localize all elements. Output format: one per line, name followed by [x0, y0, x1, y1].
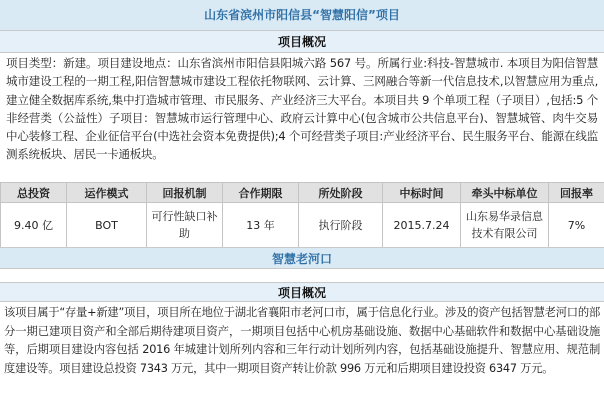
cell-operation-mode: BOT — [67, 203, 147, 248]
header-cooperation-term: 合作期限 — [223, 183, 299, 203]
cell-bid-date: 2015.7.24 — [383, 203, 461, 248]
project1-title: 山东省滨州市阳信县“智慧阳信”项目 — [0, 0, 604, 31]
cell-cooperation-term: 13 年 — [223, 203, 299, 248]
header-total-investment: 总投资 — [1, 183, 67, 203]
header-return-rate: 回报率 — [549, 183, 604, 203]
project1-section-heading: 项目概况 — [0, 31, 604, 53]
cell-total-investment: 9.40 亿 — [1, 203, 67, 248]
header-operation-mode: 运作模式 — [67, 183, 147, 203]
project2-section-heading: 项目概况 — [0, 282, 604, 302]
header-stage: 所处阶段 — [299, 183, 383, 203]
table-header-row — [1, 183, 604, 203]
table-row — [1, 203, 604, 248]
header-return-mechanism: 回报机制 — [147, 183, 223, 203]
header-bid-date: 中标时间 — [383, 183, 461, 203]
cell-lead-bidder: 山东易华录信息技术有限公司 — [461, 203, 549, 248]
project1-info-table — [0, 182, 604, 248]
cell-return-mechanism: 可行性缺口补助 — [147, 203, 223, 248]
project2-title: 智慧老河口 — [0, 247, 604, 269]
header-lead-bidder: 牵头中标单位 — [461, 183, 549, 203]
project2-description: 该项目属于“存量+新建”项目，项目所在地位于湖北省襄阳市老河口市，属于信息化行业。涉及的资产包括智慧老河口的部分一期已建项目资产和全部后期待建项目资产，一期项目包括中心机房基础设施、数据中心基础软件和数据中心基础设施等，后期项目建设内容包括 2016 年城建计划所列内容和三年行动计划所列内容，包括基础设施提升、智慧应用、规范制度建设等。项目建设总投资 7343 万元，其中一期项目资产转让价款 996 万元和后期项目建设投资 6347 万元。 — [4, 306, 600, 375]
project1-description: 项目类型：新建。项目建设地点：山东省滨州市阳信县阳城六路 567 号。所属行业:科技-智慧城市. 本项目为阳信智慧城市建设工程的一期工程,阳信智慧城市建设工程依托物联网、云计算、三网融合等新一代信息技术,以智慧应用为重点,建立健全数据库系统,集中打造城市管理、市民服务、产业经济三大平台。本项目共 9 个单项工程（子项目）,包括:5 个非经营类（公益性）子项目：智慧城市运行管理中心、政府云计算中心(包含城市公共信息平台)、智慧城管、肉牛交易中心装修工程、企业征信平台(中选社会资本免费提供);4 个可经营类子项目:产业经济平台、民生服务平台、能源在线监测系统板块、居民一卡通板块。 — [6, 56, 598, 162]
cell-stage: 执行阶段 — [299, 203, 383, 248]
cell-return-rate: 7% — [549, 203, 604, 248]
section-spacer — [0, 269, 604, 282]
